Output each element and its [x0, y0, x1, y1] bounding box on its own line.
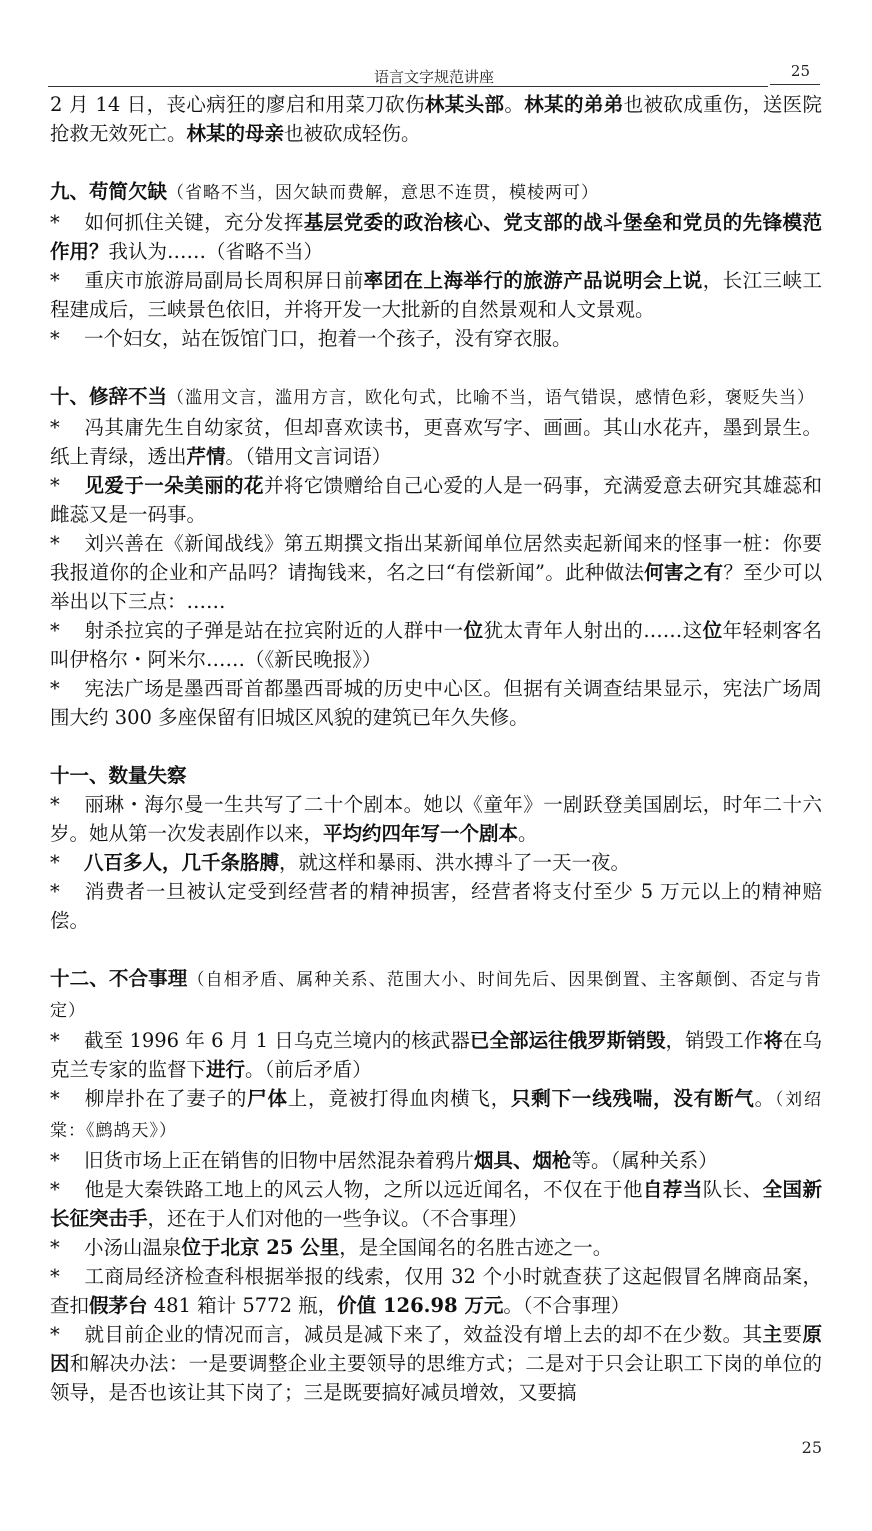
section-heading [50, 761, 822, 790]
bullet-marker: * [50, 1087, 60, 1110]
bold-text: 林某头部 [424, 93, 505, 116]
text: 年轻刺客名叫伊格尔・阿米尔……（《新民晚报》） [50, 619, 822, 671]
bold-text: 主 [762, 1323, 783, 1346]
note-text: （刘绍棠：《鹧鸪天》） [50, 1090, 822, 1141]
text: 上，竟被打得血肉横飞， [287, 1087, 512, 1110]
text: 也被砍成轻伤。 [284, 122, 421, 145]
note-text: （省略不当，因欠缺而费解，意思不连贯，模棱两可） [167, 183, 600, 203]
page-header [48, 60, 820, 88]
bold-text: 只剩下一线残喘，没有断气 [511, 1087, 755, 1110]
bullet-marker: * [50, 851, 60, 874]
example-item [50, 1175, 822, 1233]
bullet-marker: * [50, 327, 60, 350]
text: 冯其庸先生自幼家贫，但却喜欢读书，更喜欢写字、画画。其山水花卉，墨到景生。纸上青绿，透出 [50, 416, 822, 468]
text: 。 [504, 93, 525, 116]
bold-text: 位于北京 25 公里 [181, 1236, 340, 1259]
section-heading [50, 177, 822, 208]
note-text: （自相矛盾、属种关系、范围大小、时间先后、因果倒置、主客颠倒、否定与肯定） [50, 970, 822, 1021]
text: 并将它馈赠给自己心爱的人是一码事，充满爱意去研究其雄蕊和雌蕊又是一码事。 [50, 474, 822, 526]
example-item [50, 616, 822, 674]
paragraph-gap [50, 353, 822, 382]
bullet-marker: * [50, 416, 60, 439]
bullet-marker: * [50, 880, 60, 903]
paragraph-gap [50, 732, 822, 761]
text: ？至少可以举出以下三点：…… [50, 561, 822, 613]
bullet-marker: * [50, 677, 60, 700]
text: 要 [782, 1323, 803, 1346]
section-heading [50, 382, 822, 413]
text: 旧货市场上正在销售的旧物中居然混杂着鸦片 [84, 1149, 475, 1172]
paragraph-gap [50, 148, 822, 177]
bullet-marker: * [50, 619, 60, 642]
heading-text: 十、修辞不当 [50, 385, 168, 408]
heading-text: 九、苟简欠缺 [50, 180, 168, 203]
text: 2 月 14 日，丧心病狂的廖启和用菜刀砍伤 [50, 93, 425, 116]
example-item [50, 266, 822, 324]
text: ，还在于人们对他的一些争议。（不合事理） [147, 1207, 528, 1230]
bullet-marker: * [50, 1236, 60, 1259]
text: ，长江三峡工程建成后，三峡景色依旧，并将开发一大批新的自然景观和人文景观。 [50, 269, 822, 321]
text: 工商局经济检查科根据举报的线索，仅用 32 个小时就查获了这起假冒名牌商品案，查扣 [50, 1265, 822, 1317]
example-item [50, 790, 822, 848]
example-item [50, 1026, 822, 1084]
text: 他是大秦铁路工地上的风云人物，之所以远近闻名，不仅在于他 [84, 1178, 643, 1201]
example-item [50, 848, 822, 877]
bold-text: 将 [763, 1029, 783, 1052]
text: ，销毁工作 [665, 1029, 764, 1052]
text: 队长、 [702, 1178, 763, 1201]
bold-text: 价值 126.98 万元 [337, 1294, 504, 1317]
text: 和解决办法：一是要调整企业主要领导的思维方式；二是对于只会让职工下岗的单位的领导，是否也该让其下岗了；三是既要搞好减员增效，又要搞 [50, 1352, 822, 1404]
example-item [50, 529, 822, 616]
paragraph [50, 90, 822, 148]
note-text: （滥用文言，滥用方言，欧化句式，比喻不当，语气错误，感情色彩，褒贬失当） [167, 388, 816, 408]
text: 。（不合事理） [503, 1294, 631, 1317]
header-page-number-rule [770, 84, 820, 85]
text: 截至 1996 年 6 月 1 日乌克兰境内的核武器 [84, 1029, 470, 1052]
footer-page-number: 25 [801, 1438, 822, 1457]
text: 。 [518, 822, 538, 845]
text: 481 箱计 5772 瓶， [147, 1294, 338, 1317]
bullet-marker: * [50, 532, 60, 555]
text: 就目前企业的情况而言，减员是减下来了，效益没有增上去的却不在少数。其 [84, 1323, 763, 1346]
text: 在乌克兰专家的监督下 [50, 1029, 822, 1081]
bold-text: 位 [702, 619, 723, 642]
bold-text: 率团在上海举行的旅游产品说明会上说 [363, 269, 703, 292]
bullet-marker: * [50, 1029, 60, 1052]
bold-text: 基层党委的政治核心、党支部的战斗堡垒和党员的先锋模范作用？ [50, 211, 822, 263]
bold-text: 原因 [50, 1323, 822, 1375]
text: 刘兴善在《新闻战线》第五期撰文指出某新闻单位居然卖起新闻来的怪事一桩：你要我报道你的企业和产品吗？请掏钱来，名之曰“有偿新闻”。此种做法 [50, 532, 822, 584]
text: 丽琳・海尔曼一生共写了二十个剧本。她以《童年》一剧跃登美国剧坛，时年二十六岁。她从第一次发表剧作以来， [50, 793, 822, 845]
text: 重庆市旅游局副局长周积屏日前 [84, 269, 364, 292]
text: 宪法广场是墨西哥首都墨西哥城的历史中心区。但据有关调查结果显示，宪法广场周围大约 300 多座保留有旧城区风貌的建筑已年久失修。 [50, 677, 822, 729]
example-item [50, 1084, 822, 1146]
bold-text: 位 [463, 619, 484, 642]
bullet-marker: * [50, 474, 60, 497]
example-item [50, 877, 822, 935]
header-page-number: 25 [790, 62, 810, 80]
heading-text: 十一、数量失察 [50, 764, 187, 787]
section-heading [50, 964, 822, 1026]
heading-text: 十二、不合事理 [50, 967, 188, 990]
bold-text: 林某的弟弟 [524, 93, 624, 116]
bullet-marker: * [50, 211, 60, 234]
bold-text: 八百多人，几千条胳膊 [84, 851, 280, 874]
text: ，是全国闻名的名胜古迹之一。 [339, 1236, 613, 1259]
example-item [50, 413, 822, 471]
bold-text: 进行 [206, 1058, 246, 1081]
example-item [50, 471, 822, 529]
text: 如何抓住关键，充分发挥 [84, 211, 304, 234]
bullet-marker: * [50, 269, 60, 292]
example-item [50, 208, 822, 266]
example-item [50, 674, 822, 732]
text: 等。（属种关系） [571, 1149, 718, 1172]
bullet-marker: * [50, 1178, 60, 1201]
text: 。（前后矛盾） [245, 1058, 372, 1081]
example-item [50, 1233, 822, 1262]
text: 我认为……（省略不当） [108, 240, 324, 263]
bold-text: 假茅台 [89, 1294, 148, 1317]
text: 射杀拉宾的子弹是站在拉宾附近的人群中一 [84, 619, 464, 642]
bold-text: 全国新长征突击手 [50, 1178, 822, 1230]
text: 也被砍成重伤，送医院抢救无效死亡。 [50, 93, 822, 145]
text: 柳岸扑在了妻子的 [84, 1087, 248, 1110]
text: 小汤山温泉 [84, 1236, 182, 1259]
text: 消费者一旦被认定受到经营者的精神损害，经营者将支付至少 5 万元以上的精神赔偿。 [50, 880, 822, 932]
bullet-marker: * [50, 793, 60, 816]
header-rule [48, 86, 768, 87]
bold-text: 自荐当 [642, 1178, 703, 1201]
bold-text: 烟具、烟枪 [474, 1149, 572, 1172]
header-title: 语言文字规范讲座 [373, 68, 494, 86]
text: 犹太青年人射出的……这 [483, 619, 703, 642]
bold-text: 林某的母亲 [186, 122, 285, 145]
bullet-marker: * [50, 1265, 60, 1288]
text: 一个妇女，站在饭馆门口，抱着一个孩子，没有穿衣服。 [84, 327, 572, 350]
bold-text: 尸体 [247, 1087, 288, 1110]
bullet-marker: * [50, 1323, 60, 1346]
paragraph-gap [50, 935, 822, 964]
example-item [50, 1146, 822, 1175]
document-body [50, 90, 822, 1407]
text: 。（错用文言词语） [225, 445, 392, 468]
bold-text: 芹情 [186, 445, 226, 468]
example-item [50, 324, 822, 353]
bullet-marker: * [50, 1149, 60, 1172]
example-item [50, 1262, 822, 1320]
text: ，就这样和暴雨、洪水搏斗了一天一夜。 [279, 851, 631, 874]
bold-text: 见爱于一朵美丽的花 [84, 474, 264, 497]
bold-text: 何害之有 [644, 561, 724, 584]
example-item [50, 1320, 822, 1407]
bold-text: 已全部运往俄罗斯销毁 [469, 1029, 666, 1052]
text: 。 [754, 1087, 775, 1110]
bold-text: 平均约四年写一个剧本 [323, 822, 519, 845]
